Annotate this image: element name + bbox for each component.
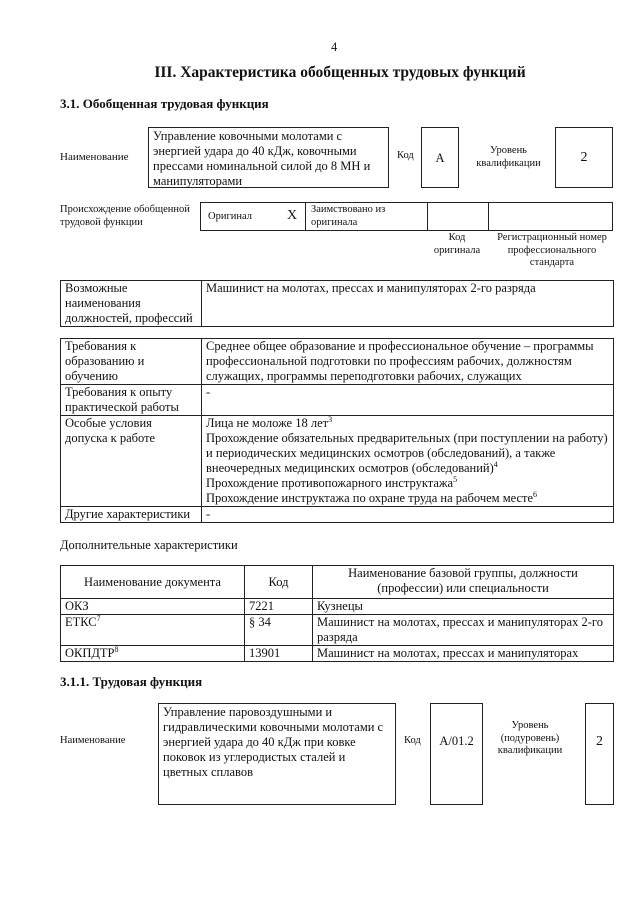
footnote: 3 xyxy=(328,414,333,424)
requirement-label: Особые условия допуска к работе xyxy=(61,416,202,507)
section-heading: 3.1. Обобщенная трудовая функция xyxy=(60,96,269,111)
original-mark: X xyxy=(287,208,298,223)
additional-table xyxy=(60,565,614,662)
doc-code: 13901 xyxy=(245,646,313,662)
doc-name: ОКПДТР xyxy=(65,646,115,660)
level-label: Уровень (подуровень) квалификации xyxy=(497,720,563,756)
page-number: 4 xyxy=(331,40,338,54)
requirement-value: Среднее общее образование и профессиональное обучение – программы профессиональной подготовки по профессиям рабочих, должностям служащих, программы переподготовки рабочих, служащих xyxy=(202,339,614,385)
code-value: A xyxy=(421,127,459,188)
requirement-label: Требования к опыту практической работы xyxy=(61,385,202,416)
table-row xyxy=(61,646,614,662)
footnote: 6 xyxy=(533,489,538,499)
column-header: Наименование документа xyxy=(61,566,245,599)
level-label: Уровень квалификации xyxy=(476,145,541,169)
footnote: 8 xyxy=(114,644,119,654)
positions-label: Возможные наименования должностей, профессий xyxy=(61,281,202,327)
line: Прохождение инструктажа по охране труда на рабочем месте xyxy=(206,491,534,505)
positions-table xyxy=(60,280,614,327)
footnote: 4 xyxy=(493,459,498,469)
code-label: Код xyxy=(404,735,421,746)
footnote: 7 xyxy=(96,613,101,623)
group-name: Кузнецы xyxy=(313,599,614,615)
group-name: Машинист на молотах, прессах и манипуляторах xyxy=(313,646,614,662)
level-value: 2 xyxy=(555,127,613,188)
doc-code: 7221 xyxy=(245,599,313,615)
origin-code-label: Код оригинала xyxy=(433,232,481,256)
group-name: Машинист на молотах, прессах и манипуляторах 2-го разряда xyxy=(313,615,614,646)
borrowed-label: Заимствовано из оригинала xyxy=(311,204,386,228)
name-label: Наименование xyxy=(60,151,129,163)
origin-table xyxy=(200,202,613,231)
level-value: 2 xyxy=(585,703,614,805)
table-row xyxy=(61,385,614,416)
table-row xyxy=(61,507,614,523)
requirement-value xyxy=(202,416,614,507)
requirement-value: - xyxy=(202,385,614,416)
positions-value: Машинист на молотах, прессах и манипуляторах 2-го разряда xyxy=(202,281,614,327)
page-title: III. Характеристика обобщенных трудовых функций xyxy=(154,64,526,81)
doc-name: ЕТКС xyxy=(65,615,97,629)
origin-label: Происхождение обобщенной трудовой функции xyxy=(60,204,190,228)
column-header: Наименование базовой группы, должности (профессии) или специальности xyxy=(313,566,614,599)
requirement-value: - xyxy=(202,507,614,523)
table-row xyxy=(61,615,614,646)
table-row xyxy=(61,599,614,615)
name-label: Наименование xyxy=(60,735,126,746)
footnote: 5 xyxy=(453,474,458,484)
function-name-value: Управление ковочными молотами с энергией удара до 40 кДж, ковочными прессами номинальной силой до 8 МН и манипуляторами xyxy=(148,127,389,188)
line: Прохождение обязательных предварительных (при поступлении на работу) и периодических медицинских осмотров (обследований), а также внеочередных медицинских осмотров (обследований) xyxy=(206,431,608,475)
requirement-label: Другие характеристики xyxy=(61,507,202,523)
code-label: Код xyxy=(397,150,414,161)
doc-code: § 34 xyxy=(245,615,313,646)
labor-function-name-value: Управление паровоздушными и гидравлическими ковочными молотами с энергией удара до 40 кДж при ковке поковок из углеродистых сталей и цветных сплавов xyxy=(158,703,396,805)
table-row xyxy=(61,339,614,385)
subsection-heading: 3.1.1. Трудовая функция xyxy=(60,674,203,689)
column-header: Код xyxy=(245,566,313,599)
additional-heading: Дополнительные характеристики xyxy=(60,538,238,552)
requirement-label: Требования к образованию и обучению xyxy=(61,339,202,385)
original-label: Оригинал xyxy=(208,211,252,222)
table-row xyxy=(61,416,614,507)
reg-number-label: Регистрационный номер профессионального стандарта xyxy=(497,232,607,268)
requirements-table xyxy=(60,338,614,523)
code-value: A/01.2 xyxy=(430,703,483,805)
table-header-row xyxy=(61,566,614,599)
line: Лица не моложе 18 лет xyxy=(206,416,329,430)
doc-name: ОКЗ xyxy=(65,599,89,613)
line: Прохождение противопожарного инструктажа xyxy=(206,476,454,490)
